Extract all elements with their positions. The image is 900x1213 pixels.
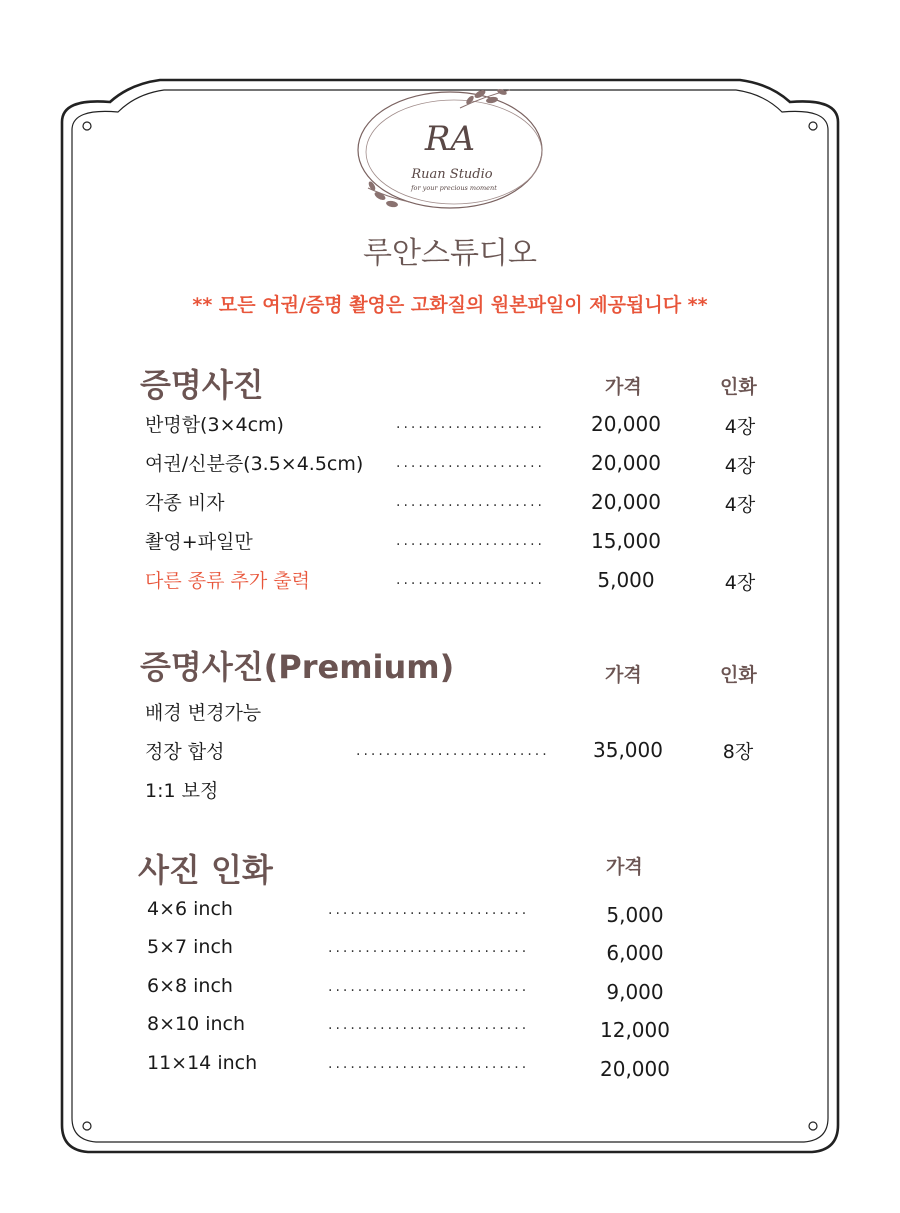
- print-size: 11×14 inch: [147, 1052, 258, 1074]
- premium-feature: 배경 변경가능: [145, 702, 262, 724]
- leader-dots: ..........................: [356, 743, 550, 759]
- id-item-name-extra: 다른 종류 추가 출력: [145, 570, 310, 592]
- id-photo-print-header: 인화: [720, 376, 757, 398]
- leader-dots: ....................: [396, 455, 546, 471]
- print-price: 12,000: [600, 1018, 670, 1042]
- leader-dots: ....................: [396, 533, 546, 549]
- logo-monogram: RA: [424, 119, 476, 159]
- id-item-price: 20,000: [591, 490, 661, 514]
- id-item-price: 20,000: [591, 412, 661, 436]
- id-photo-price-header: 가격: [605, 376, 642, 398]
- print-size: 6×8 inch: [147, 975, 233, 997]
- print-price: 5,000: [606, 903, 664, 927]
- studio-logo: [350, 78, 550, 218]
- id-item-prints: 4장: [724, 416, 756, 438]
- print-price: 20,000: [600, 1057, 670, 1081]
- id-item-price: 15,000: [591, 529, 661, 553]
- id-item-prints: 4장: [724, 494, 756, 516]
- id-item-price: 5,000: [597, 568, 655, 592]
- photo-file-notice: ** 모든 여권/증명 촬영은 고화질의 원본파일이 제공됩니다 **: [192, 294, 708, 316]
- print-price: 6,000: [606, 941, 664, 965]
- leader-dots: ....................: [396, 416, 546, 432]
- leader-dots: ...........................: [328, 940, 530, 956]
- id-item-name: 각종 비자: [145, 492, 225, 514]
- leader-dots: ...........................: [328, 1017, 530, 1033]
- logo-name: Ruan Studio: [411, 167, 493, 182]
- premium-feature: 정장 합성: [145, 741, 225, 763]
- premium-print-header: 인화: [720, 664, 757, 686]
- print-size: 4×6 inch: [147, 898, 233, 920]
- id-item-name: 반명함(3×4cm): [145, 414, 284, 436]
- print-size: 5×7 inch: [147, 936, 233, 958]
- prints-price-header: 가격: [606, 856, 643, 878]
- premium-feature: 1:1 보정: [145, 780, 219, 802]
- leader-dots: ...........................: [328, 1056, 530, 1072]
- logo-tagline: for your precious moment: [411, 184, 497, 192]
- id-item-prints: 4장: [724, 572, 756, 594]
- leader-dots: ...........................: [328, 902, 530, 918]
- studio-name: 루안스튜디오: [363, 236, 537, 271]
- prints-title: 사진 인화: [138, 851, 273, 889]
- print-size: 8×10 inch: [147, 1013, 246, 1035]
- premium-title: 증명사진(Premium): [140, 648, 455, 686]
- premium-price: 35,000: [593, 738, 663, 762]
- leader-dots: ....................: [396, 572, 546, 588]
- leader-dots: ...........................: [328, 979, 530, 995]
- id-item-prints: 4장: [724, 455, 756, 477]
- print-price: 9,000: [606, 980, 664, 1004]
- premium-price-header: 가격: [605, 664, 642, 686]
- id-item-price: 20,000: [591, 451, 661, 475]
- leader-dots: ....................: [396, 494, 546, 510]
- id-photo-title: 증명사진: [140, 366, 264, 404]
- id-item-name: 여권/신분증(3.5×4.5cm): [145, 453, 364, 475]
- premium-prints: 8장: [722, 741, 754, 763]
- id-item-name: 촬영+파일만: [145, 531, 253, 553]
